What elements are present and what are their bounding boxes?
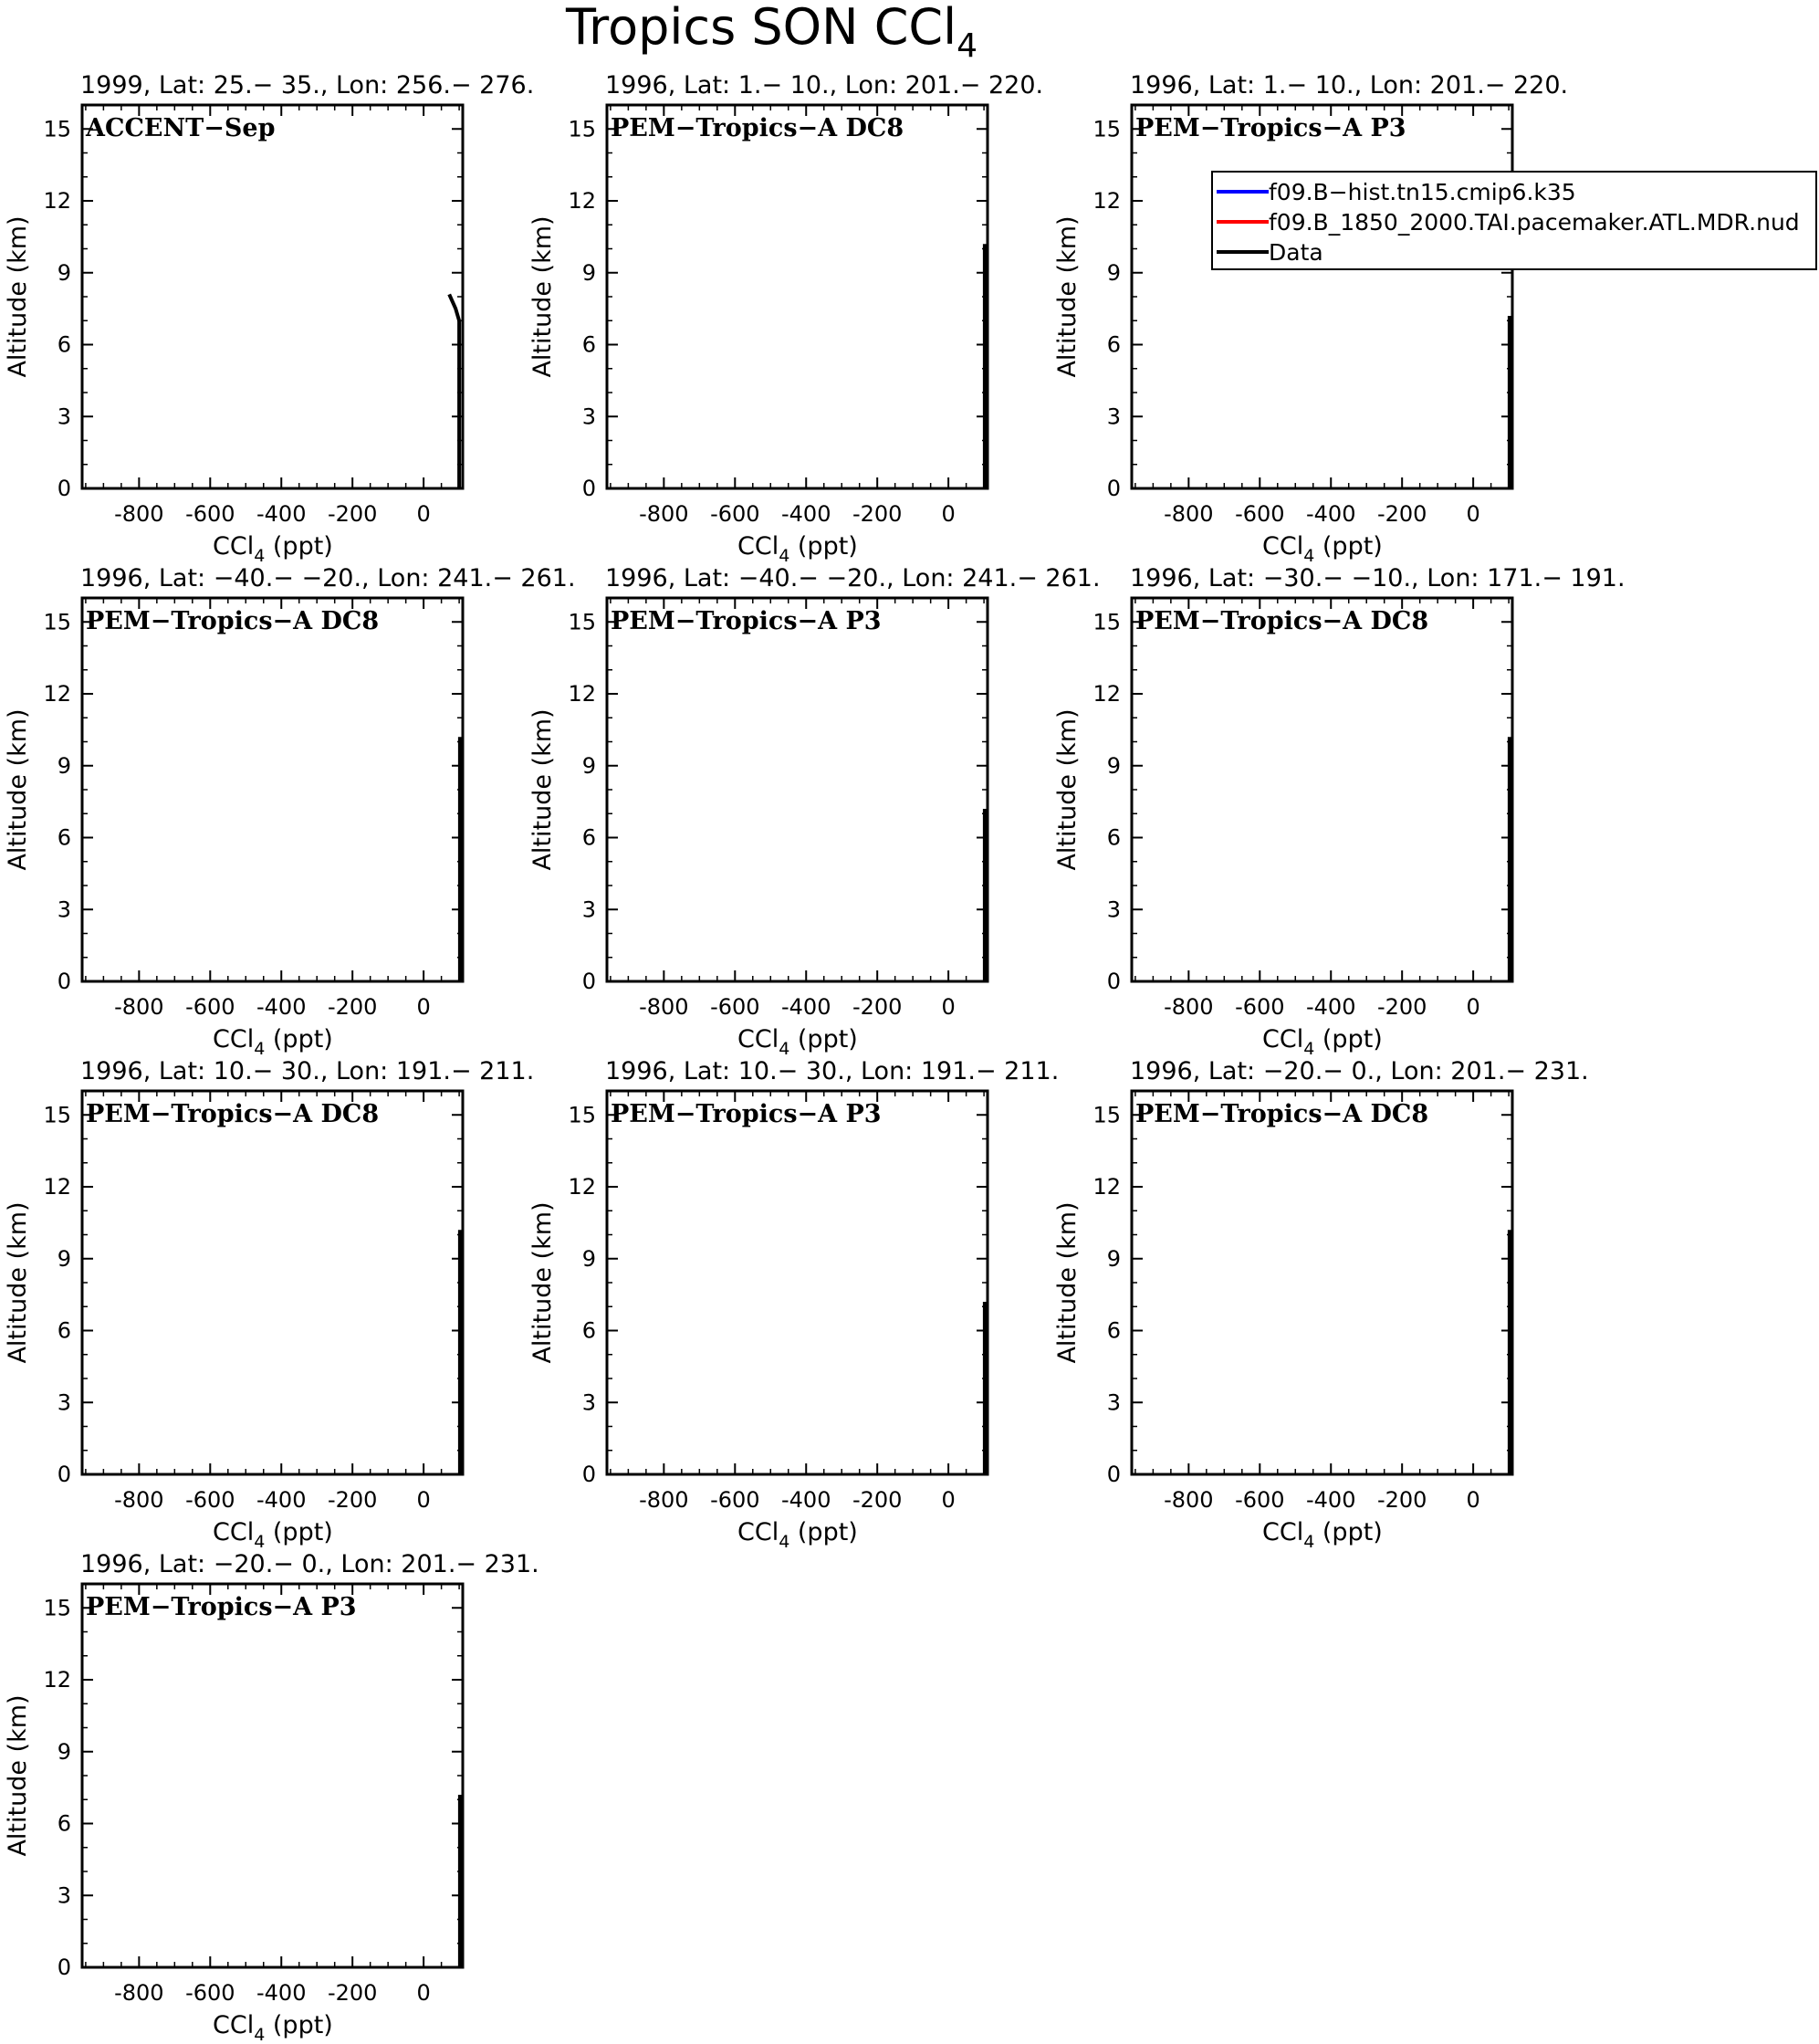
y-tick-label: 3 <box>581 1389 596 1416</box>
y-tick-label: 15 <box>1092 116 1121 142</box>
y-tick-label: 6 <box>581 1317 596 1344</box>
x-tick-label: -600 <box>710 1487 760 1513</box>
plot-frame <box>1132 1091 1512 1474</box>
y-tick-label: 6 <box>581 331 596 358</box>
y-tick-label: 6 <box>1106 331 1121 358</box>
y-tick-label: 15 <box>1092 1102 1121 1128</box>
x-tick-label: -800 <box>1164 1487 1214 1513</box>
legend-entry-label: f09.B−hist.tn15.cmip6.k35 <box>1269 179 1576 205</box>
x-tick-label: 0 <box>1466 501 1480 527</box>
x-axis-label-subscript: 4 <box>779 1532 790 1552</box>
chart-panel-4 <box>4 564 576 1059</box>
x-axis-label <box>213 1518 333 1552</box>
panel-title: 1996, Lat: −30.− −10., Lon: 171.− 191. <box>1130 564 1626 592</box>
x-tick-label: -400 <box>256 1487 307 1513</box>
y-tick-label: 12 <box>1092 188 1121 214</box>
plot-frame <box>607 1091 988 1474</box>
y-axis-label: Altitude (km) <box>1053 215 1082 378</box>
campaign-label: PEM−Tropics−A DC8 <box>611 114 904 142</box>
x-tick-label: -800 <box>639 501 689 527</box>
x-tick-label: -400 <box>256 994 307 1020</box>
x-tick-label: 0 <box>416 1980 431 2006</box>
x-axis-label-subscript: 4 <box>1303 1532 1315 1552</box>
campaign-label: PEM−Tropics−A P3 <box>611 1100 882 1128</box>
y-tick-label: 15 <box>1092 609 1121 635</box>
y-tick-label: 9 <box>57 752 71 779</box>
x-axis-label-unit: (ppt) <box>265 1518 333 1546</box>
x-tick-label: 0 <box>941 1487 956 1513</box>
panel-title: 1996, Lat: 10.− 30., Lon: 191.− 211. <box>605 1057 1060 1085</box>
chart-panel-10 <box>4 1550 539 2044</box>
y-tick-label: 6 <box>57 1317 71 1344</box>
panel-title: 1996, Lat: 1.− 10., Lon: 201.− 220. <box>1130 71 1569 100</box>
y-tick-label: 15 <box>568 116 596 142</box>
y-tick-label: 3 <box>57 1389 71 1416</box>
x-tick-label: -800 <box>1164 501 1214 527</box>
x-axis-label-subscript: 4 <box>254 2025 266 2044</box>
y-tick-label: 0 <box>581 969 596 994</box>
y-tick-label: 0 <box>1106 969 1121 994</box>
panel-title: 1996, Lat: 10.− 30., Lon: 191.− 211. <box>80 1057 535 1085</box>
y-tick-label: 12 <box>1092 1174 1121 1200</box>
x-axis-label-main: CCl <box>737 532 779 561</box>
x-tick-label: -200 <box>852 1487 903 1513</box>
x-tick-label: -800 <box>114 994 164 1020</box>
y-tick-label: 15 <box>43 1102 71 1128</box>
y-tick-label: 6 <box>57 331 71 358</box>
y-tick-label: 9 <box>581 259 596 286</box>
plot-frame <box>82 1091 463 1474</box>
campaign-label: ACCENT−Sep <box>86 114 276 142</box>
x-tick-label: -400 <box>781 994 831 1020</box>
campaign-label: PEM−Tropics−A DC8 <box>1135 607 1429 635</box>
x-axis-label-main: CCl <box>213 532 255 561</box>
plot-frame <box>82 598 463 981</box>
y-tick-label: 9 <box>581 1245 596 1272</box>
y-axis-label: Altitude (km) <box>4 215 32 378</box>
y-tick-label: 12 <box>43 1667 71 1693</box>
y-tick-label: 3 <box>581 896 596 923</box>
x-axis-label-unit: (ppt) <box>1314 1518 1383 1546</box>
x-tick-label: -400 <box>781 1487 831 1513</box>
y-tick-label: 12 <box>43 188 71 214</box>
x-tick-label: -200 <box>327 1487 378 1513</box>
x-tick-label: -600 <box>710 501 760 527</box>
x-tick-label: -200 <box>1376 501 1427 527</box>
y-tick-label: 15 <box>43 116 71 142</box>
y-tick-label: 9 <box>57 259 71 286</box>
series-data-line <box>449 294 459 488</box>
x-axis-label-unit: (ppt) <box>1314 1025 1383 1053</box>
y-tick-label: 0 <box>581 476 596 501</box>
campaign-label: PEM−Tropics−A DC8 <box>1135 1100 1429 1128</box>
y-tick-label: 3 <box>1106 896 1121 923</box>
panel-title: 1996, Lat: −40.− −20., Lon: 241.− 261. <box>80 564 576 592</box>
x-axis-label-unit: (ppt) <box>265 532 333 561</box>
x-tick-label: -800 <box>639 1487 689 1513</box>
y-tick-label: 0 <box>57 1955 71 1980</box>
y-tick-label: 3 <box>1106 404 1121 430</box>
y-axis-label: Altitude (km) <box>1053 708 1082 871</box>
x-axis-label <box>213 2011 333 2044</box>
x-tick-label: -600 <box>1235 1487 1285 1513</box>
x-tick-label: -200 <box>852 994 903 1020</box>
x-axis-label-unit: (ppt) <box>265 1025 333 1053</box>
x-tick-label: 0 <box>1466 994 1480 1020</box>
y-tick-label: 0 <box>57 1462 71 1487</box>
x-axis-label-main: CCl <box>737 1025 779 1053</box>
x-tick-label: -600 <box>185 501 235 527</box>
y-axis-label: Altitude (km) <box>4 708 32 871</box>
chart-panel-5 <box>528 564 1101 1059</box>
x-tick-label: -400 <box>256 501 307 527</box>
x-axis-label-subscript: 4 <box>779 546 790 566</box>
y-tick-label: 9 <box>581 752 596 779</box>
x-tick-label: 0 <box>1466 1487 1480 1513</box>
y-tick-label: 0 <box>1106 476 1121 501</box>
x-tick-label: -600 <box>1235 501 1285 527</box>
y-tick-label: 12 <box>43 681 71 707</box>
panel-title: 1999, Lat: 25.− 35., Lon: 256.− 276. <box>80 71 535 100</box>
chart-panel-1 <box>4 71 534 566</box>
x-tick-label: -600 <box>710 994 760 1020</box>
y-tick-label: 12 <box>568 1174 596 1200</box>
y-tick-label: 9 <box>57 1245 71 1272</box>
x-axis-label <box>737 532 858 566</box>
x-axis-label-main: CCl <box>1262 532 1304 561</box>
y-axis-label: Altitude (km) <box>4 1201 32 1364</box>
y-tick-label: 12 <box>568 681 596 707</box>
x-tick-label: 0 <box>941 994 956 1020</box>
x-axis-label <box>213 1025 333 1059</box>
y-tick-label: 0 <box>57 969 71 994</box>
x-tick-label: 0 <box>416 1487 431 1513</box>
y-tick-label: 6 <box>57 1810 71 1837</box>
campaign-label: PEM−Tropics−A DC8 <box>86 1100 380 1128</box>
y-tick-label: 3 <box>57 896 71 923</box>
x-tick-label: -200 <box>327 501 378 527</box>
y-tick-label: 0 <box>581 1462 596 1487</box>
y-tick-label: 3 <box>57 1882 71 1909</box>
x-axis-label <box>1262 532 1383 566</box>
y-tick-label: 9 <box>57 1738 71 1765</box>
plot-frame <box>82 105 463 488</box>
plot-frame <box>1132 105 1512 488</box>
x-tick-label: -600 <box>185 1980 235 2006</box>
panel-title: 1996, Lat: −20.− 0., Lon: 201.− 231. <box>1130 1057 1589 1085</box>
x-axis-label-main: CCl <box>1262 1518 1304 1546</box>
campaign-label: PEM−Tropics−A P3 <box>611 607 882 635</box>
x-tick-label: -400 <box>1306 1487 1356 1513</box>
x-tick-label: -800 <box>1164 994 1214 1020</box>
y-tick-label: 9 <box>1106 752 1121 779</box>
x-axis-label-main: CCl <box>737 1518 779 1546</box>
plot-frame <box>607 105 988 488</box>
x-tick-label: -800 <box>114 1487 164 1513</box>
chart-panel-6 <box>1053 564 1626 1059</box>
y-axis-label: Altitude (km) <box>528 708 557 871</box>
x-axis-label-unit: (ppt) <box>789 1518 858 1546</box>
legend-entry-label: f09.B_1850_2000.TAI.pacemaker.ATL.MDR.nud <box>1269 209 1800 236</box>
y-tick-label: 6 <box>581 824 596 851</box>
x-tick-label: -800 <box>639 994 689 1020</box>
y-tick-label: 9 <box>1106 259 1121 286</box>
figure-title-subscript: 4 <box>957 27 978 65</box>
x-tick-label: -400 <box>256 1980 307 2006</box>
y-tick-label: 15 <box>568 609 596 635</box>
legend <box>1212 172 1816 269</box>
x-axis-label-subscript: 4 <box>254 1039 266 1059</box>
panels <box>4 71 1626 2044</box>
x-tick-label: -400 <box>1306 994 1356 1020</box>
x-axis-label-subscript: 4 <box>1303 546 1315 566</box>
x-tick-label: -400 <box>1306 501 1356 527</box>
x-tick-label: -800 <box>114 1980 164 2006</box>
x-axis-label-main: CCl <box>213 1025 255 1053</box>
chart-panel-8 <box>528 1057 1059 1552</box>
x-axis-label-subscript: 4 <box>254 546 266 566</box>
y-axis-label: Altitude (km) <box>1053 1201 1082 1364</box>
x-axis-label-unit: (ppt) <box>1314 532 1383 561</box>
y-tick-label: 12 <box>568 188 596 214</box>
x-axis-label-unit: (ppt) <box>789 1025 858 1053</box>
y-tick-label: 3 <box>1106 1389 1121 1416</box>
x-axis-label <box>737 1025 858 1059</box>
chart-panel-3 <box>1053 71 1568 566</box>
y-tick-label: 9 <box>1106 1245 1121 1272</box>
panel-title: 1996, Lat: 1.− 10., Lon: 201.− 220. <box>605 71 1044 100</box>
x-tick-label: -200 <box>327 994 378 1020</box>
x-tick-label: 0 <box>416 501 431 527</box>
x-tick-label: 0 <box>416 994 431 1020</box>
y-tick-label: 0 <box>57 476 71 501</box>
panel-title: 1996, Lat: −40.− −20., Lon: 241.− 261. <box>605 564 1101 592</box>
x-tick-label: -200 <box>327 1980 378 2006</box>
y-tick-label: 15 <box>43 609 71 635</box>
panel-title: 1996, Lat: −20.− 0., Lon: 201.− 231. <box>80 1550 539 1578</box>
chart-panel-2 <box>528 71 1043 566</box>
x-tick-label: -400 <box>781 501 831 527</box>
chart-panel-9 <box>1053 1057 1589 1552</box>
x-axis-label-subscript: 4 <box>1303 1039 1315 1059</box>
x-axis-label <box>1262 1025 1383 1059</box>
x-axis-label-main: CCl <box>213 2011 255 2039</box>
y-tick-label: 6 <box>1106 824 1121 851</box>
y-tick-label: 6 <box>1106 1317 1121 1344</box>
y-axis-label: Altitude (km) <box>528 1201 557 1364</box>
x-axis-label <box>1262 1518 1383 1552</box>
y-axis-label: Altitude (km) <box>528 215 557 378</box>
x-tick-label: -600 <box>185 994 235 1020</box>
x-axis-label-main: CCl <box>1262 1025 1304 1053</box>
figure-title-main: Tropics SON CCl <box>566 0 957 56</box>
x-axis-label-main: CCl <box>213 1518 255 1546</box>
x-tick-label: -200 <box>1376 1487 1427 1513</box>
y-tick-label: 15 <box>43 1595 71 1621</box>
x-axis-label-subscript: 4 <box>254 1532 266 1552</box>
campaign-label: PEM−Tropics−A DC8 <box>86 607 380 635</box>
x-tick-label: -800 <box>114 501 164 527</box>
x-axis-label <box>213 532 333 566</box>
x-axis-label-unit: (ppt) <box>265 2011 333 2039</box>
x-axis-label-subscript: 4 <box>779 1039 790 1059</box>
campaign-label: PEM−Tropics−A P3 <box>1135 114 1406 142</box>
y-axis-label: Altitude (km) <box>4 1694 32 1857</box>
x-tick-label: -200 <box>1376 994 1427 1020</box>
x-tick-label: -600 <box>1235 994 1285 1020</box>
y-tick-label: 0 <box>1106 1462 1121 1487</box>
campaign-label: PEM−Tropics−A P3 <box>86 1593 357 1621</box>
plot-frame <box>1132 598 1512 981</box>
x-tick-label: -200 <box>852 501 903 527</box>
legend-entry-label: Data <box>1269 239 1323 266</box>
x-axis-label <box>737 1518 858 1552</box>
chart-panel-7 <box>4 1057 534 1552</box>
y-tick-label: 12 <box>43 1174 71 1200</box>
plot-frame <box>82 1584 463 1967</box>
x-axis-label-unit: (ppt) <box>789 532 858 561</box>
figure-title <box>565 0 977 65</box>
y-tick-label: 3 <box>581 404 596 430</box>
y-tick-label: 3 <box>57 404 71 430</box>
x-tick-label: 0 <box>941 501 956 527</box>
y-tick-label: 12 <box>1092 681 1121 707</box>
y-tick-label: 6 <box>57 824 71 851</box>
plot-frame <box>607 598 988 981</box>
x-tick-label: -600 <box>185 1487 235 1513</box>
y-tick-label: 15 <box>568 1102 596 1128</box>
